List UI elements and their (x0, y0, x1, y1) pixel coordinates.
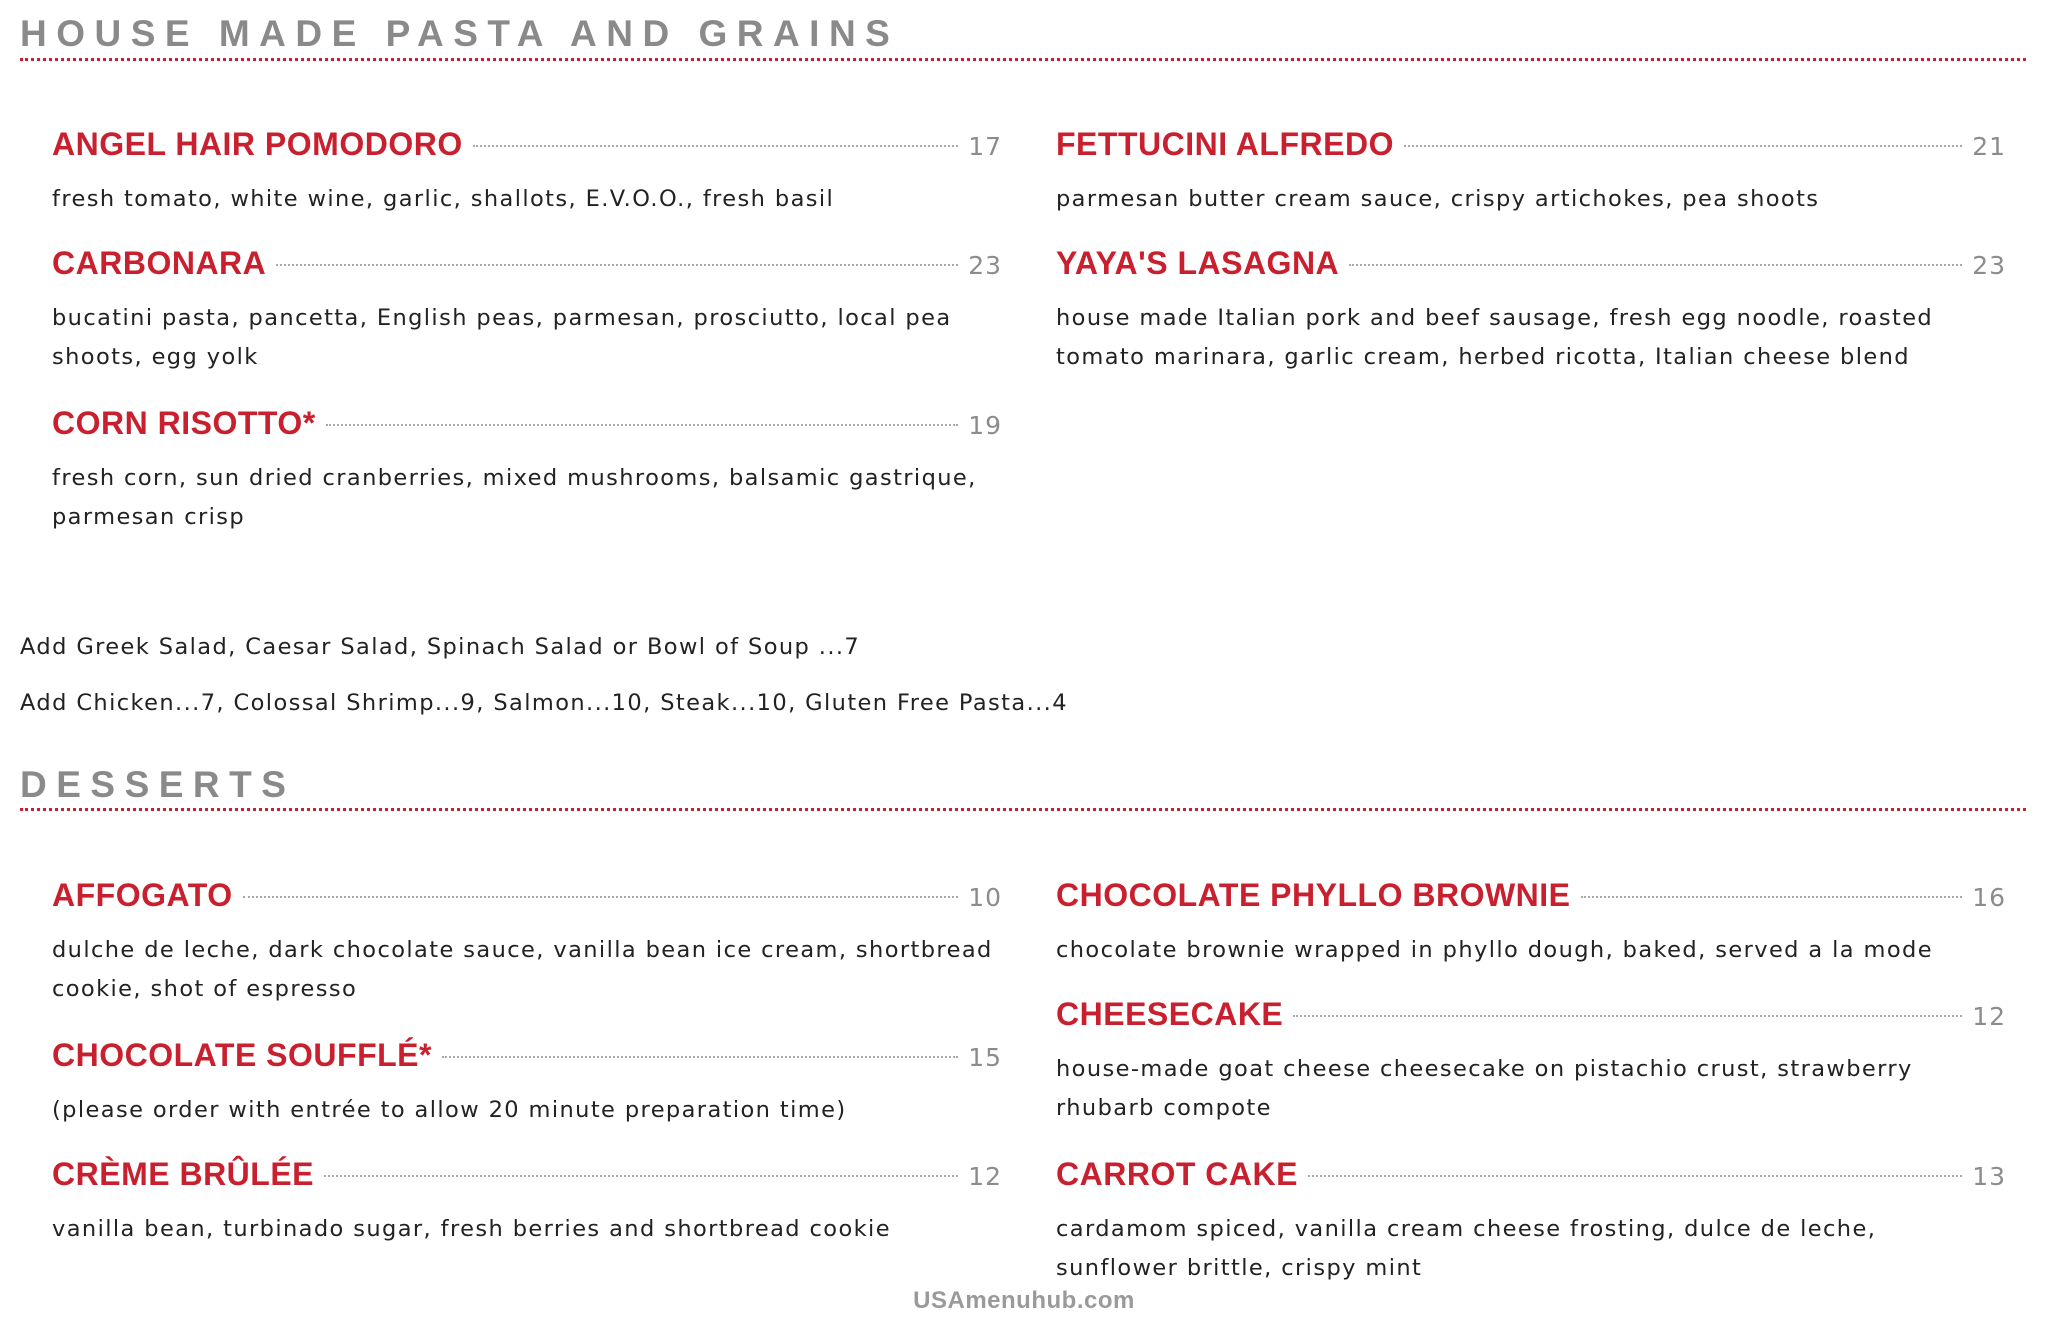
menu-item (52, 877, 1002, 1009)
item-name: CRÈME BRÛLÉE (52, 1156, 315, 1192)
menu-item (52, 1156, 1002, 1249)
menu-item (1056, 1156, 2006, 1288)
item-name: AFFOGATO (52, 877, 233, 913)
item-price: 12 (968, 1162, 1002, 1191)
item-price: 17 (968, 132, 1002, 161)
item-description: fresh tomato, white wine, garlic, shallots, E.V.O.O., fresh basil (52, 186, 835, 212)
desserts-right-column (1056, 877, 2006, 1288)
dot-leader (326, 424, 958, 426)
dot-leader (1404, 145, 1962, 147)
addon-note: Add Chicken...7, Colossal Shrimp...9, Salmon...10, Steak...10, Gluten Free Pasta...4 (20, 690, 1068, 716)
item-name: YAYA'S LASAGNA (1056, 245, 1340, 281)
section-divider (20, 808, 2026, 811)
dot-leader (1581, 896, 1963, 898)
item-description: parmesan butter cream sauce, crispy artichokes, pea shoots (1056, 186, 1820, 212)
menu-item (1056, 877, 2006, 970)
item-price: 12 (1972, 1002, 2006, 1031)
item-name: FETTUCINI ALFREDO (1056, 126, 1394, 162)
section-title-desserts: DESSERTS (20, 764, 296, 805)
menu-item (52, 405, 1002, 537)
item-price: 19 (968, 411, 1002, 440)
item-price: 21 (1972, 132, 2006, 161)
item-name: CORN RISOTTO* (52, 405, 316, 441)
item-description: fresh corn, sun dried cranberries, mixed mushrooms, balsamic gastrique, parmesan crisp (52, 465, 977, 530)
pasta-left-column (52, 126, 1002, 537)
section-divider (20, 58, 2026, 61)
item-name: ANGEL HAIR POMODORO (52, 126, 463, 162)
item-description: cardamom spiced, vanilla cream cheese frosting, dulce de leche, sunflower brittle, crispy mint (1056, 1216, 1877, 1281)
menu-item (1056, 996, 2006, 1128)
item-price: 13 (1972, 1162, 2006, 1191)
dot-leader (324, 1175, 958, 1177)
item-description: vanilla bean, turbinado sugar, fresh berries and shortbread cookie (52, 1216, 891, 1242)
menu-item (1056, 126, 2006, 219)
item-description: (please order with entrée to allow 20 minute preparation time) (52, 1097, 847, 1123)
item-price: 15 (968, 1043, 1002, 1072)
menu-item (52, 245, 1002, 377)
dot-leader (243, 896, 959, 898)
dot-leader (442, 1056, 958, 1058)
menu-item (52, 126, 1002, 219)
item-name: CARROT CAKE (1056, 1156, 1298, 1192)
item-name: CHOCOLATE PHYLLO BROWNIE (1056, 877, 1571, 913)
dot-leader (1308, 1175, 1962, 1177)
dot-leader (1349, 264, 1962, 266)
item-price: 16 (1972, 883, 2006, 912)
dot-leader (276, 264, 958, 266)
item-description: dulche de leche, dark chocolate sauce, vanilla bean ice cream, shortbread cookie, shot of espresso (52, 937, 993, 1002)
item-description: house-made goat cheese cheesecake on pistachio crust, strawberry rhubarb compote (1056, 1056, 1913, 1121)
section-title-pasta: HOUSE MADE PASTA AND GRAINS (20, 13, 900, 54)
dot-leader (1293, 1015, 1962, 1017)
menu-item (52, 1037, 1002, 1130)
item-description: chocolate brownie wrapped in phyllo dough, baked, served a la mode (1056, 937, 1933, 963)
addon-note: Add Greek Salad, Caesar Salad, Spinach Salad or Bowl of Soup ...7 (20, 634, 861, 660)
item-name: CARBONARA (52, 245, 267, 281)
pasta-right-column (1056, 126, 2006, 377)
item-name: CHOCOLATE SOUFFLÉ* (52, 1037, 432, 1073)
item-description: house made Italian pork and beef sausage, fresh egg noodle, roasted tomato marinara, garlic cream, herbed ricotta, Italian cheese blend (1056, 305, 1934, 370)
watermark: USAmenuhub.com (913, 1287, 1135, 1314)
desserts-left-column (52, 877, 1002, 1249)
item-price: 10 (968, 883, 1002, 912)
item-price: 23 (1972, 251, 2006, 280)
item-price: 23 (968, 251, 1002, 280)
menu-item (1056, 245, 2006, 377)
dot-leader (473, 145, 958, 147)
item-name: CHEESECAKE (1056, 996, 1284, 1032)
item-description: bucatini pasta, pancetta, English peas, parmesan, prosciutto, local pea shoots, egg yolk (52, 305, 952, 370)
